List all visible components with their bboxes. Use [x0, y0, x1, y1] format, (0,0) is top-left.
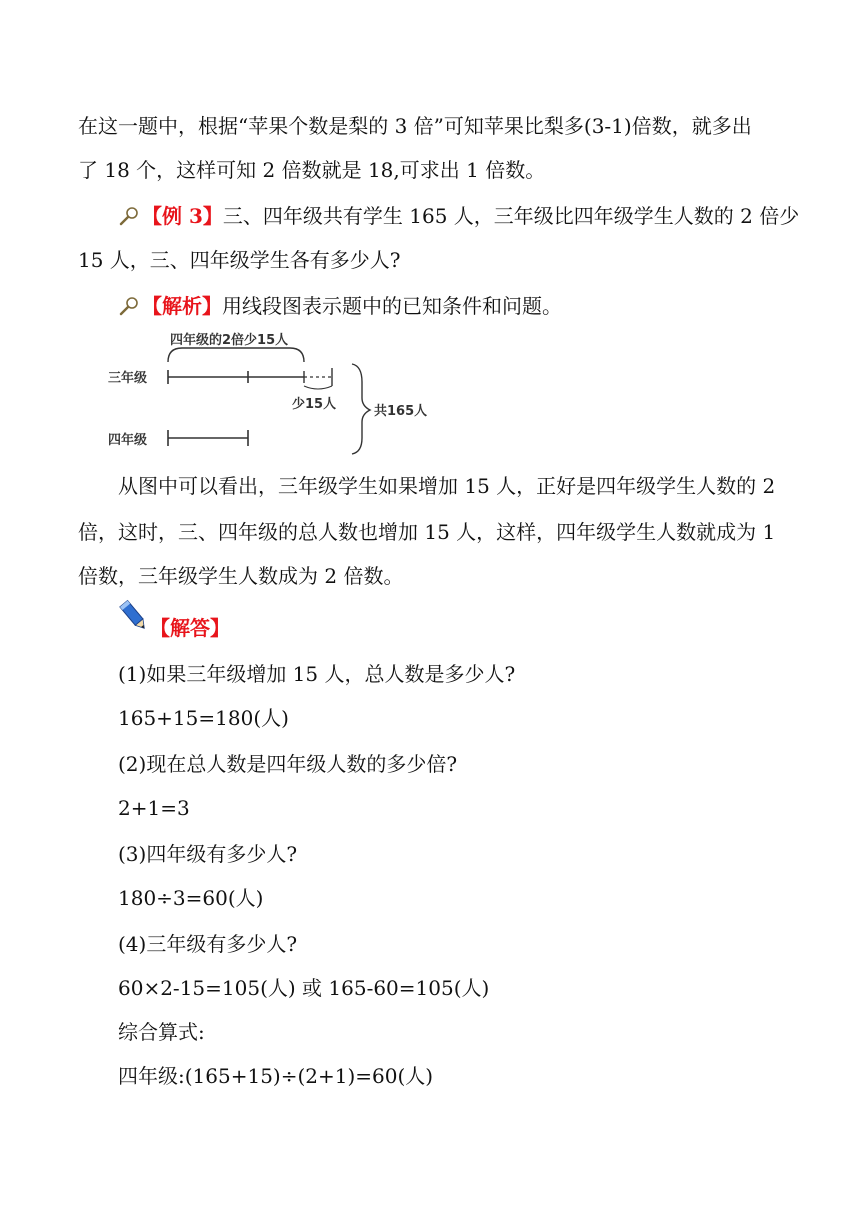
line-segment-diagram	[100, 326, 460, 458]
paragraph-1-line-2: 了 18 个，这样可知 2 倍数就是 18,可求出 1 倍数。	[78, 158, 546, 182]
example-3-line-1	[118, 202, 799, 230]
example-text-1: 三、四年级共有学生 165 人，三年级比四年级学生人数的 2 倍少	[222, 204, 800, 228]
step-1-answer: 165+15=180(人)	[118, 706, 289, 730]
analysis-line	[118, 292, 562, 320]
total-label: 共165人	[374, 404, 428, 419]
step-4-answer: 60×2-15=105(人) 或 165-60=105(人)	[118, 976, 490, 1000]
combined-formula: 四年级:(165+15)÷(2+1)=60(人)	[118, 1064, 434, 1088]
grade-three-label: 三年级	[108, 371, 148, 386]
top-label: 四年级的2倍少15人	[170, 333, 289, 348]
combined-label: 综合算式:	[118, 1020, 205, 1044]
less-label: 少15人	[292, 397, 337, 412]
top-bracket	[168, 348, 304, 362]
total-brace	[352, 364, 370, 454]
analysis-text: 用线段图表示题中的已知条件和问题。	[222, 294, 562, 318]
grade-four-label: 四年级	[108, 433, 148, 448]
step-1-question: (1)如果三年级增加 15 人，总人数是多少人?	[118, 662, 516, 686]
magnifier-icon	[118, 206, 140, 226]
step-2-question: (2)现在总人数是四年级人数的多少倍?	[118, 752, 458, 776]
analysis-tag: 【解析】	[142, 294, 222, 318]
answer-tag: 【解答】	[150, 616, 230, 640]
paragraph-1-line-1: 在这一题中，根据“苹果个数是梨的 3 倍”可知苹果比梨多(3-1)倍数，就多出	[78, 114, 752, 138]
step-2-answer: 2+1=3	[118, 796, 190, 820]
pencil-icon	[118, 598, 150, 634]
step-4-question: (4)三年级有多少人?	[118, 932, 298, 956]
paragraph-2-line-2: 倍，这时，三、四年级的总人数也增加 15 人，这样，四年级学生人数就成为 1	[78, 520, 776, 544]
paragraph-2-line-1: 从图中可以看出，三年级学生如果增加 15 人，正好是四年级学生人数的 2	[118, 474, 776, 498]
paragraph-2-line-3: 倍数，三年级学生人数成为 2 倍数。	[78, 564, 404, 588]
step-3-answer: 180÷3=60(人)	[118, 886, 264, 910]
less-bracket	[304, 386, 332, 389]
step-3-question: (3)四年级有多少人?	[118, 842, 298, 866]
magnifier-icon	[118, 296, 140, 316]
example-tag: 【例 3】	[142, 204, 223, 228]
example-3-line-2: 15 人，三、四年级学生各有多少人?	[78, 248, 401, 272]
